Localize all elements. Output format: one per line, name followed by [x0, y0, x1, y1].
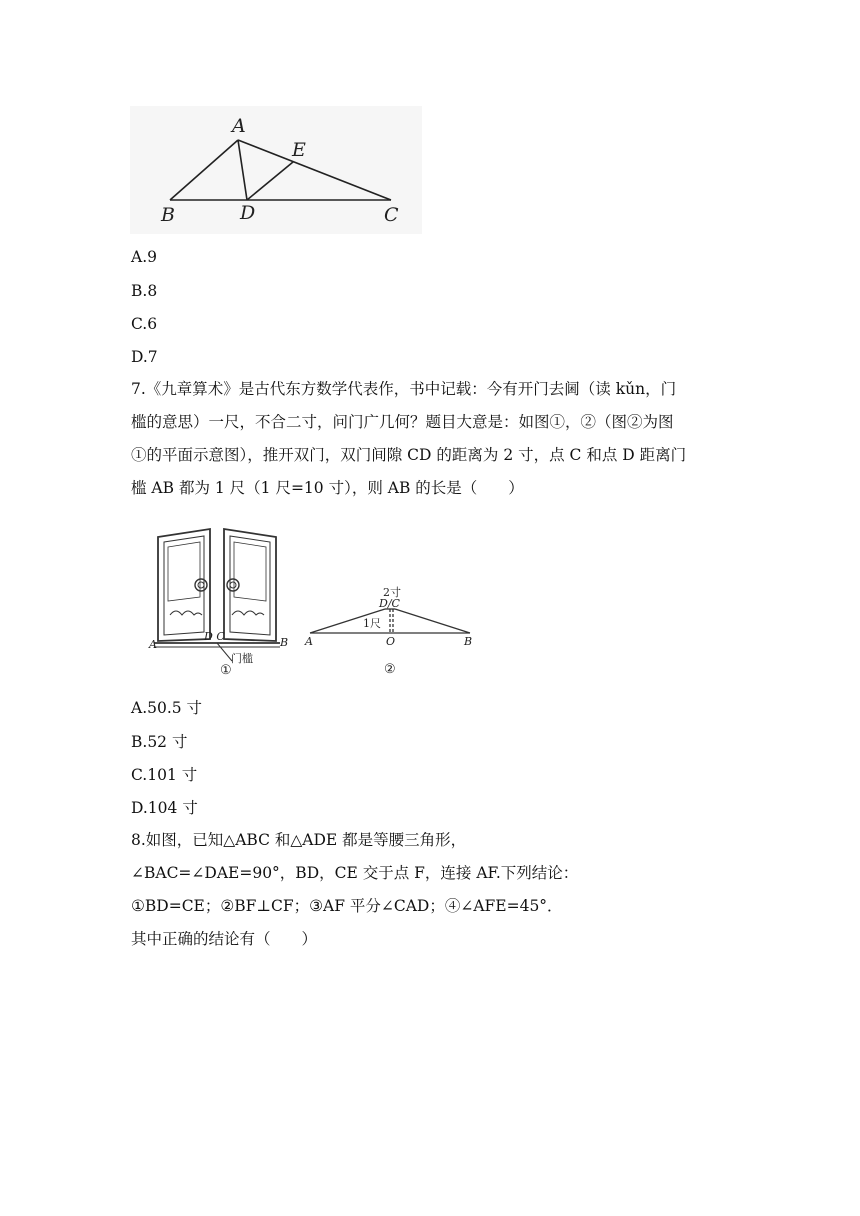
q8-line-1: 8.如图，已知△ABC 和△ADE 都是等腰三角形，	[131, 831, 467, 849]
triangle-figure	[130, 106, 422, 234]
q8-line-2: ∠BAC=∠DAE=90°，BD，CE 交于点 F，连接 AF.下列结论：	[131, 864, 579, 882]
q7-line-4: 槛 AB 都为 1 尺（1 尺=10 寸），则 AB 的长是（ ）	[131, 479, 524, 497]
segment-ac	[238, 140, 391, 200]
fig2-label-b: B	[464, 635, 473, 648]
segment-ab	[170, 140, 238, 200]
q7-line-3: ①的平面示意图），推开双门，双门间隙 CD 的距离为 2 寸，点 C 和点 D 距离门	[131, 446, 687, 464]
q7-option-d: D.104 寸	[131, 799, 198, 817]
fig2-number: ②	[384, 662, 396, 677]
q7-text	[131, 373, 731, 505]
q8-line-3: ①BD=CE；②BF⊥CF；③AF 平分∠CAD；④∠AFE=45°．	[131, 897, 563, 915]
q6-option-a: A.9	[131, 248, 157, 266]
menkan-label: 门槛	[231, 652, 253, 665]
fig1-label-a: A	[149, 638, 157, 651]
q8-line-4: 其中正确的结论有（ ）	[131, 930, 318, 948]
plan-diagram	[310, 609, 470, 633]
segment-ad	[238, 140, 247, 200]
q7-line-1: 7.《九章算术》是古代东方数学代表作，书中记载：今有开门去阃（读 kǔn，门	[131, 380, 677, 398]
q7-option-a: A.50.5 寸	[131, 699, 203, 717]
one-chi-label: 1尺	[363, 617, 381, 630]
fig2-label-dc: D/C	[379, 597, 400, 610]
q7-option-b: B.52 寸	[131, 733, 188, 751]
q6-option-d: D.7	[131, 348, 158, 366]
label-d: D	[240, 202, 256, 224]
door-figure	[140, 515, 480, 683]
q8-text	[131, 824, 731, 956]
q6-option-c: C.6	[131, 315, 158, 333]
two-cun-label: 2寸	[383, 586, 401, 599]
fig1-label-b: B	[280, 636, 289, 649]
fig2-label-o: O	[386, 635, 396, 648]
label-a: A	[232, 115, 246, 137]
label-c: C	[384, 204, 399, 226]
label-b: B	[161, 204, 175, 226]
segment-de	[247, 162, 293, 200]
fig1-label-dc: D C	[204, 630, 225, 643]
fig1-number: ①	[220, 663, 232, 678]
label-e: E	[292, 139, 306, 161]
q6-option-b: B.8	[131, 282, 158, 300]
q7-line-2: 槛的意思）一尺，不合二寸，问门广几何？题目大意是：如图①，②（图②为图	[131, 413, 674, 431]
fig2-label-a: A	[305, 635, 313, 648]
q7-option-c: C.101 寸	[131, 766, 198, 784]
